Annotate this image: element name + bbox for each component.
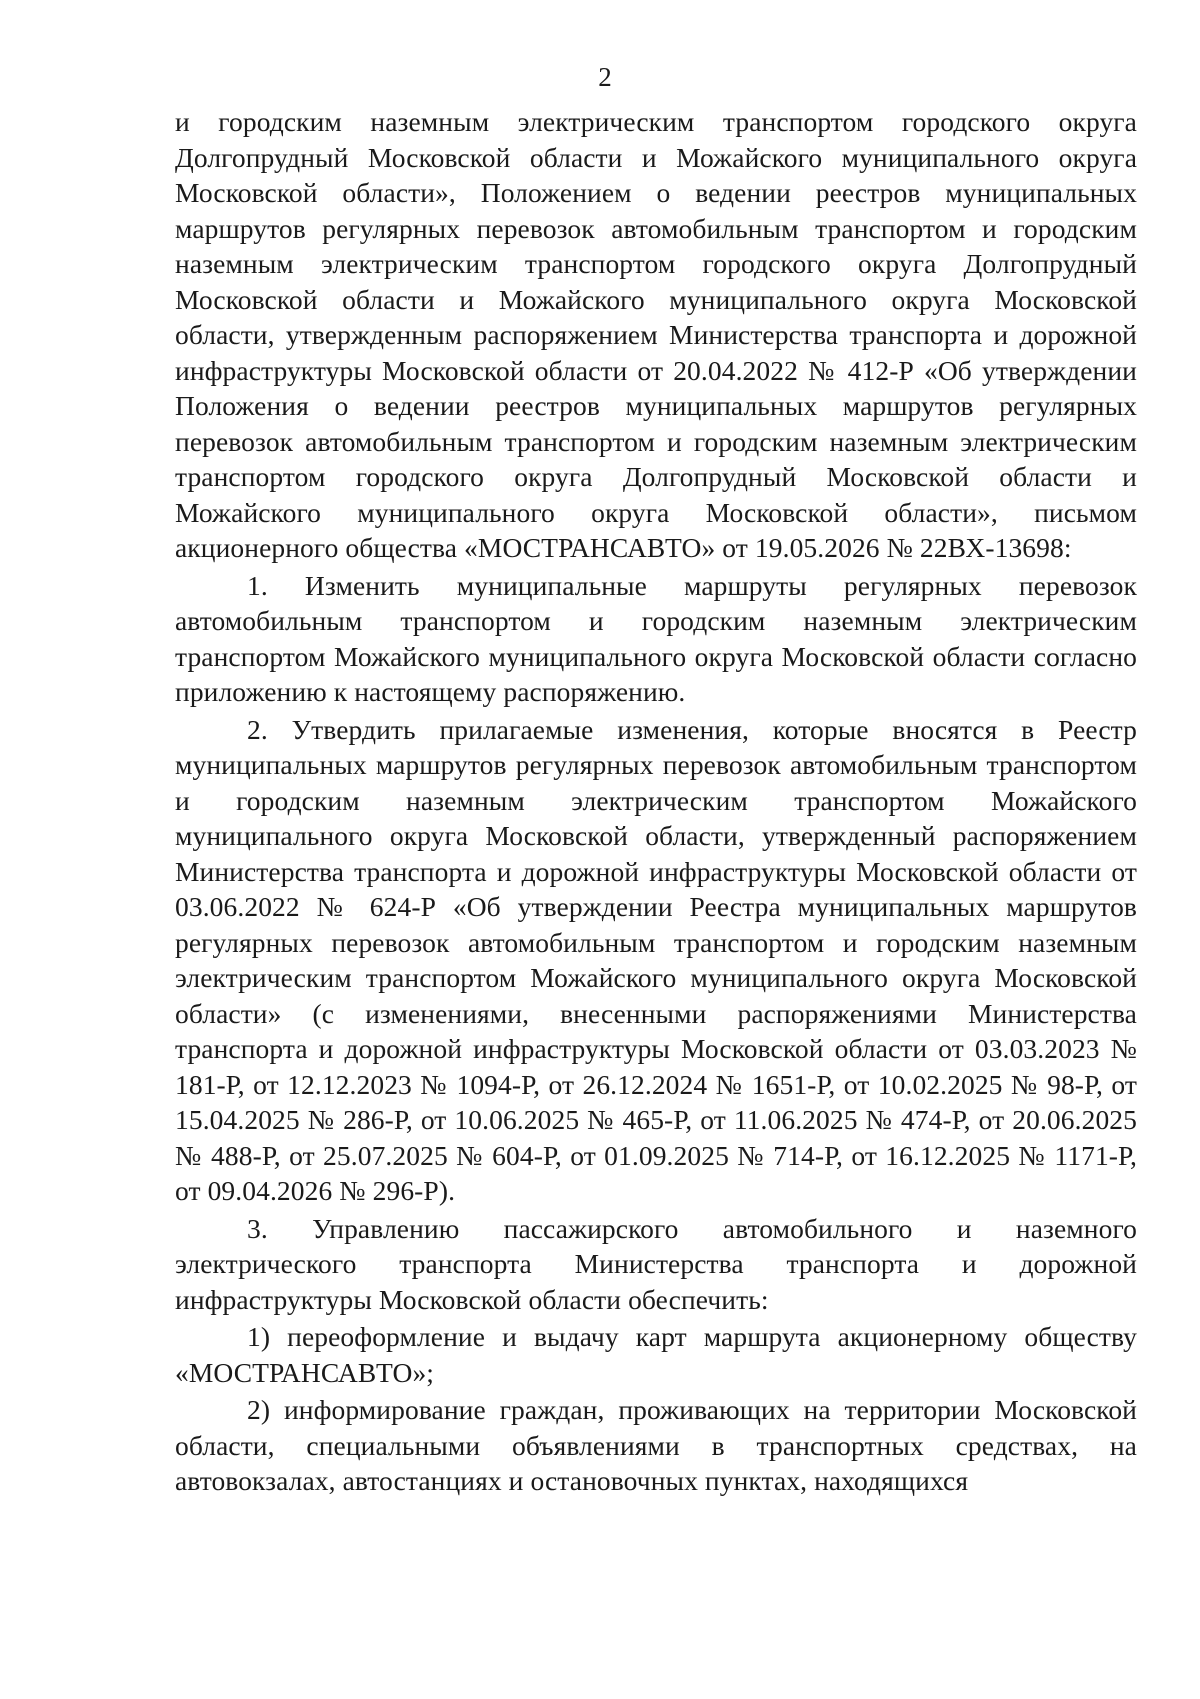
paragraph-item-3: 3. Управлению пассажирского автомобильного и наземного электрического транспорта Министерства транспорта и дорожной инфраструктуры Московской области обеспечить: — [175, 1212, 1137, 1315]
paragraph-item-1: 1. Изменить муниципальные маршруты регулярных перевозок автомобильным транспортом и городским наземным электрическим транспортом Можайского муниципального округа Московской области согласно приложению к настоящему распоряжению. — [175, 569, 1137, 707]
paragraph-subitem-1: 1) переоформление и выдачу карт маршрута акционерному обществу «МОСТРАНСАВТО»; — [175, 1321, 1137, 1388]
page-number: 2 — [598, 62, 612, 92]
paragraph-subitem-2: 2) информирование граждан, проживающих на территории Московской области, специальными объявлениями в транспортных средствах, на автовокзалах, автостанциях и остановочных пунктах, находящихся — [175, 1394, 1137, 1496]
paragraph-item-2: 2. Утвердить прилагаемые изменения, которые вносятся в Реестр муниципальных маршрутов регулярных перевозок автомобильным транспортом и городским наземным электрическим транспортом Можайского муниципального округа Московской области, утвержденный распоряжением Министерства транспорта и дорожной инфраструктуры Московской области от 03.06.2022 № 624-Р «Об утверждении Реестра муниципальных маршрутов регулярных перевозок автомобильным транспортом и городским наземным электрическим транспортом Можайского муниципального округа Московской области» (с изменениями, внесенными распоряжениями Министерства транспорта и дорожной инфраструктуры Московской области от 03.03.2023 № 181-Р, от 12.12.2023 № 1094-Р, от 26.12.2024 № 1651-Р, от 10.02.2025 № 98-Р, от 15.04.2025 № 286-Р, от 10.06.2025 № 465-Р, от 11.06.2025 № 474-Р, от 20.06.2025 № 488-Р, от 25.07.2025 № 604-Р, от 01.09.2025 № 714-Р, от 16.12.2025 № 1171-Р, от 09.04.2026 № 296-Р). — [175, 713, 1137, 1206]
paragraph-continuation: и городским наземным электрическим транспортом городского округа Долгопрудный Московской области и Можайского муниципального округа Московской области», Положением о ведении реестров муниципальных маршрутов регулярных перевозок автомобильным транспортом и городским наземным электрическим транспортом городского округа Долгопрудный Московской области и Можайского муниципального округа Московской области, утвержденным распоряжением Министерства транспорта и дорожной инфраструктуры Московской области от 20.04.2022 № 412-Р «Об утверждении Положения о ведении реестров муниципальных маршрутов регулярных перевозок автомобильным транспортом и городским наземным электрическим транспортом городского округа Долгопрудный Московской области и Можайского муниципального округа Московской области», письмом акционерного общества «МОСТРАНСАВТО» от 19.05.2026 № 22ВХ-13698: — [175, 106, 1137, 563]
document-body — [175, 104, 1137, 1501]
